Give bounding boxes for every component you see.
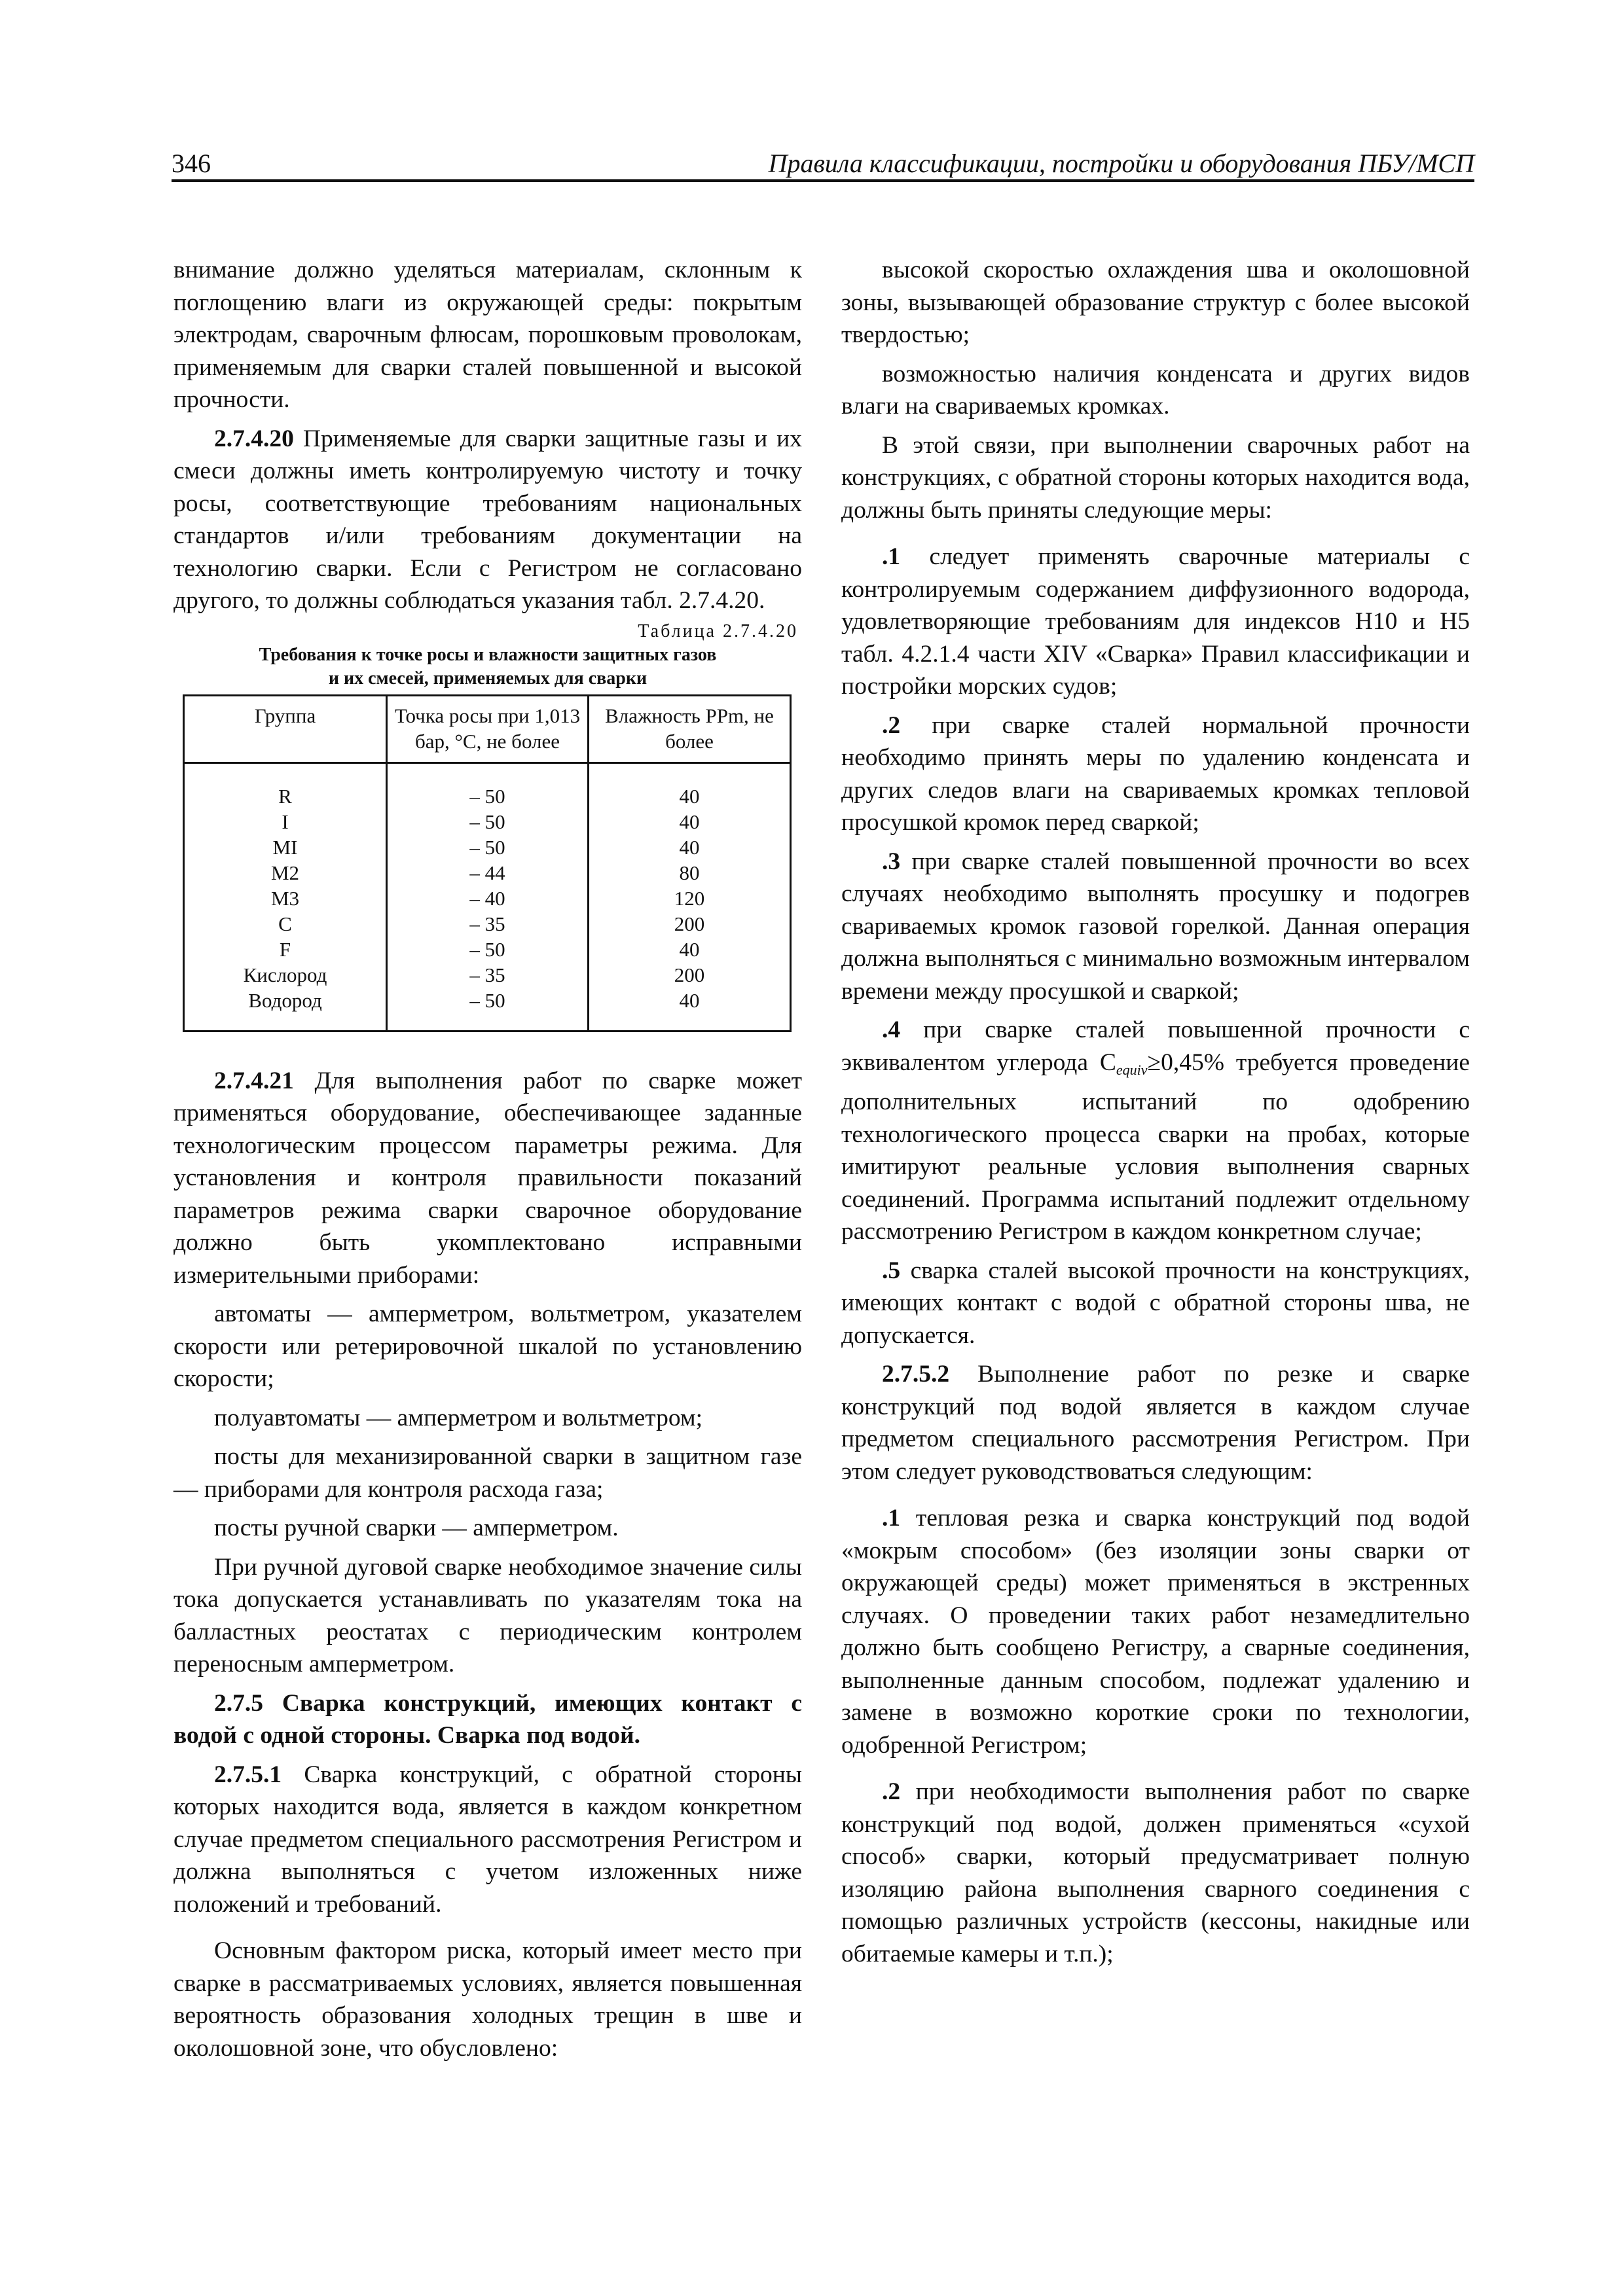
cell-group: M3: [184, 886, 387, 911]
item-text: при необходимости выполнения работ по сварке конструкций под водой, должен применяться «сухой способ» сварки, который предусматривает полную изоляцию района выполнения сварного соединения с помощью различных устройств (кессоны, накидные или обитаемые камеры и т.п.);: [841, 1778, 1470, 1967]
table-row: [184, 962, 791, 988]
table-row: [184, 988, 791, 1031]
paragraph: Основным фактором риска, который имеет место при сварке в рассматриваемых условиях, является повышенная вероятность образования холодных трещин в шве и околошовной зоне, что обусловлено:: [173, 1937, 802, 2062]
item-text: сварка сталей высокой прочности на конструкциях, имеющих контакт с водой с обратной стороны шва, не допускается.: [841, 1257, 1470, 1349]
item-number: .1: [882, 1505, 901, 1532]
item-5: [841, 1255, 1470, 1352]
cell-humidity: 40: [589, 937, 791, 962]
table-row: [184, 911, 791, 937]
item-text: тепловая резка и сварка конструкций под водой «мокрым способом» (без изоляции зоны сварки от окружающей среды) может применяться в экстренных случаях. О проведении таких работ незамедлительно должно быть сообщено Регистру, а сварные соединения, выполненные данным способом, подлежат удалению и замене в возможно короткие сроки по технологии, одобренной Регистром;: [841, 1505, 1470, 1759]
subscript-equiv: equiv: [1116, 1061, 1148, 1078]
paragraph: возможностью наличия конденсата и других видов влаги на свариваемых кромках.: [841, 360, 1470, 420]
header-group: Группа: [184, 695, 387, 762]
table-row: [184, 762, 791, 809]
item-text: при сварке сталей повышенной прочности во всех случаях необходимо выполнять просушку и подогрев свариваемых кромок газовой горелкой. Данная операция должна выполняться с минимально возможным интервалом времени между просушкой и сваркой;: [841, 848, 1470, 1005]
cell-humidity: 40: [589, 809, 791, 834]
cell-humidity: 120: [589, 886, 791, 911]
paragraph: посты для механизированной сварки в защитном газе — приборами для контроля расхода газа;: [173, 1443, 802, 1503]
clause-text: Для выполнения работ по сварке может применяться оборудование, обеспечивающее заданные технологическим процессом параметры режима. Для установления и контроля правильности показаний параметров режима сварки сварочное оборудование должно быть укомплектовано исправными измерительными приборами:: [173, 1067, 802, 1289]
header-dew-point: Точка росы при 1,013 бар, °С, не более: [387, 695, 589, 762]
cell-humidity: 80: [589, 860, 791, 886]
clause-number: 2.7.5.2: [882, 1361, 950, 1388]
clause-2-7-4-21: [173, 1065, 802, 1292]
cell-dew-point: – 35: [387, 911, 589, 937]
cell-group: MI: [184, 834, 387, 860]
table-row: [184, 886, 791, 911]
item-2: [841, 709, 1470, 839]
table-title: [173, 643, 802, 691]
page-number: 346: [172, 149, 211, 178]
table-title-line-2: и их смесей, применяемых для сварки: [328, 668, 647, 689]
cell-humidity: 200: [589, 962, 791, 988]
clause-number: 2.7.5.1: [214, 1761, 282, 1788]
table-title-line-1: Требования к точке росы и влажности защитных газов: [259, 644, 717, 665]
table-row: [184, 860, 791, 886]
header-humidity: Влажность PPm, не более: [589, 695, 791, 762]
table-label: Таблица 2.7.4.20: [638, 620, 798, 641]
item-2-underwater: [841, 1776, 1470, 1970]
table-row: [184, 937, 791, 962]
item-text-cont: ≥0,45% требуется проведение дополнительных испытаний по одобрению технологического процесса сварки на пробах, которые имитируют реальные условия выполнения сварных соединений. Программа испытаний подлежит отдельному рассмотрению Регистром в каждом конкретном случае;: [841, 1049, 1470, 1245]
item-number: .2: [882, 1778, 901, 1805]
item-text: при сварке сталей повышенной прочности с эквивалентом углерода C: [841, 1016, 1470, 1076]
dew-point-table: [183, 694, 792, 1032]
cell-humidity: 200: [589, 911, 791, 937]
cell-dew-point: – 50: [387, 988, 589, 1031]
paragraph: В этой связи, при выполнении сварочных работ на конструкциях, с обратной стороны которых находится вода, должны быть приняты следующие меры:: [841, 431, 1470, 524]
paragraph: полуавтоматы — амперметром и вольтметром;: [214, 1404, 703, 1431]
cell-group: Кислород: [184, 962, 387, 988]
clause-2-7-5-2: [841, 1358, 1470, 1488]
clause-text: Применяемые для сварки защитные газы и их смеси должны иметь контролируемую чистоту и точку росы, соответствующие требованиям национальных стандартов и/или требованиям документации на технологию сварки. Если с Регистром не согласовано другого, то должны соблюдаться указания табл. 2.7.4.20.: [173, 425, 802, 614]
paragraph: При ручной дуговой сварке необходимое значение силы тока допускается устанавливать по указателям тока на балластных реостатах с периодическим контролем переносным амперметром.: [173, 1553, 802, 1677]
cell-humidity: 40: [589, 762, 791, 809]
paragraph: посты ручной сварки — амперметром.: [214, 1515, 619, 1541]
item-number: .5: [882, 1257, 901, 1284]
table-row: [184, 834, 791, 860]
cell-group: C: [184, 911, 387, 937]
clause-number: 2.7.4.20: [214, 425, 294, 452]
page-header: [172, 145, 1474, 182]
cell-dew-point: – 50: [387, 809, 589, 834]
item-3: [841, 846, 1470, 1008]
cell-group: Водород: [184, 988, 387, 1031]
clause-text: Выполнение работ по резке и сварке конструкций под водой является в каждом случае предметом специального рассмотрения Регистром. При этом следует руководствоваться следующим:: [841, 1361, 1470, 1485]
cell-dew-point: – 35: [387, 962, 589, 988]
item-1: [841, 541, 1470, 703]
section-heading-2-7-5: 2.7.5 Сварка конструкций, имеющих контакт с водой с одной стороны. Сварка под водой.: [173, 1689, 802, 1749]
table-row: [184, 809, 791, 834]
item-number: .4: [882, 1016, 901, 1043]
item-1-underwater: [841, 1502, 1470, 1761]
paragraph: внимание должно уделяться материалам, склонным к поглощению влаги из окружающей среды: покрытым электродам, сварочным флюсам, порошковым проволокам, применяемым для сварки сталей повышенной и высокой прочности.: [173, 257, 802, 413]
cell-dew-point: – 50: [387, 762, 589, 809]
cell-humidity: 40: [589, 834, 791, 860]
item-number: .1: [882, 543, 901, 570]
right-column: [841, 254, 1470, 1970]
clause-text: Сварка конструкций, с обратной стороны которых находится вода, является в каждом конкретном случае предметом специального рассмотрения Регистром и должна выполняться с учетом изложенных ниже положений и требований.: [173, 1761, 802, 1918]
item-number: .2: [882, 711, 901, 739]
item-text: следует применять сварочные материалы с контролируемым содержанием диффузионного водорода, удовлетворяющие требованиям для индексов Н10 и Н5 табл. 4.2.1.4 части XIV «Сварка» Правил классификации и постройки морских судов;: [841, 543, 1470, 700]
paragraph: автоматы — амперметром, вольтметром, указателем скорости или ретерировочной шкалой по установлению скорости;: [173, 1300, 802, 1392]
running-title: Правила классификации, постройки и оборудования ПБУ/МСП: [768, 149, 1474, 178]
table-2-7-4-20: [173, 620, 802, 1032]
left-column: [173, 254, 802, 2064]
item-text: при сварке сталей нормальной прочности необходимо принять меры по удалению конденсата и других следов влаги на свариваемых кромках тепловой просушкой кромок перед сваркой;: [841, 711, 1470, 836]
cell-group: M2: [184, 860, 387, 886]
cell-group: I: [184, 809, 387, 834]
table-header-row: [184, 695, 791, 762]
item-number: .3: [882, 848, 901, 875]
cell-dew-point: – 44: [387, 860, 589, 886]
cell-group: F: [184, 937, 387, 962]
clause-number: 2.7.4.21: [214, 1067, 294, 1094]
cell-dew-point: – 40: [387, 886, 589, 911]
cell-dew-point: – 50: [387, 937, 589, 962]
cell-group: R: [184, 762, 387, 809]
item-4: [841, 1014, 1470, 1248]
clause-2-7-5-1: [173, 1759, 802, 1921]
cell-humidity: 40: [589, 988, 791, 1031]
paragraph: высокой скоростью охлаждения шва и околошовной зоны, вызывающей образование структур с более высокой твердостью;: [841, 257, 1470, 348]
cell-dew-point: – 50: [387, 834, 589, 860]
clause-2-7-4-20: [173, 423, 802, 617]
